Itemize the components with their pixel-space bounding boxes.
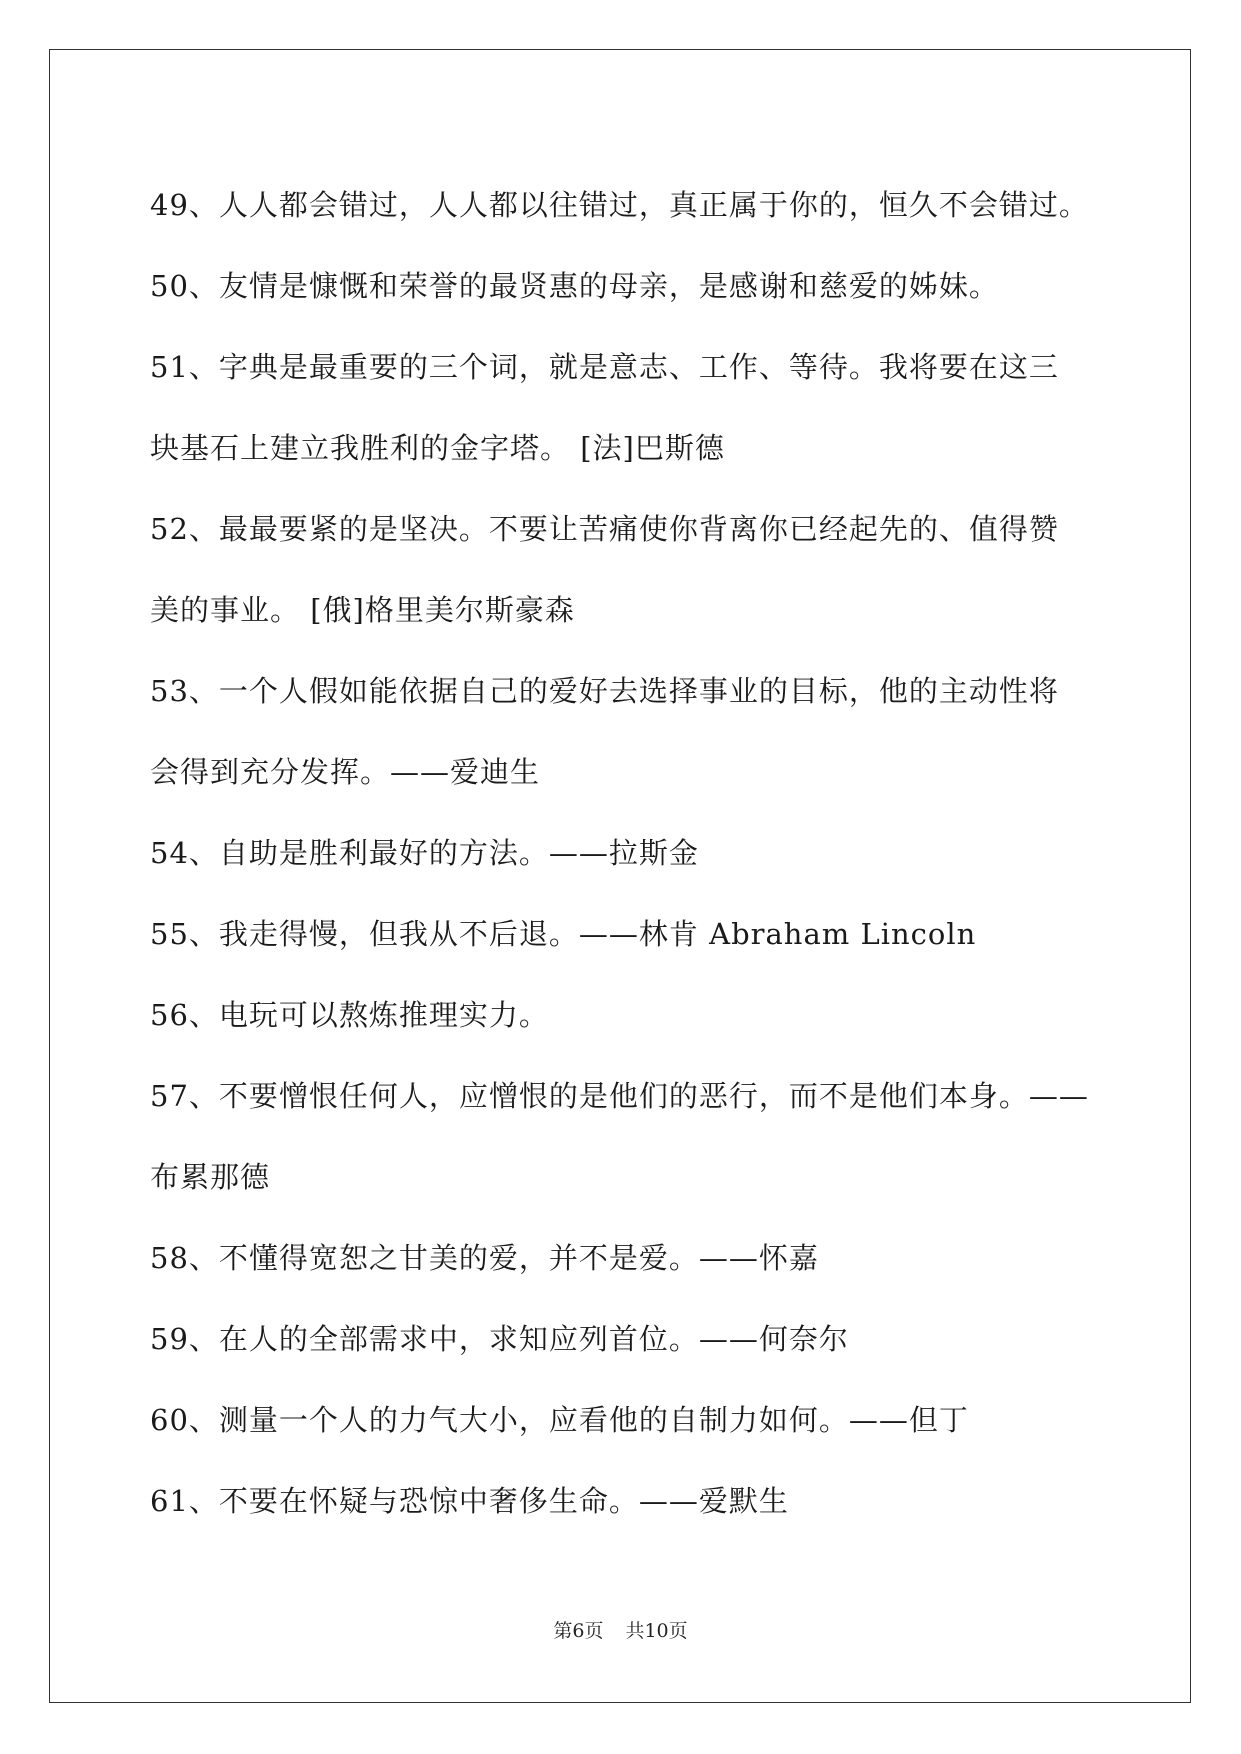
text-line: 59、在人的全部需求中，求知应列首位。——何奈尔 — [150, 1322, 849, 1356]
page-number-current: 第6页 — [553, 1620, 604, 1642]
page-number-total: 共10页 — [625, 1620, 688, 1642]
text-line: 53、一个人假如能依据自己的爱好去选择事业的目标，他的主动性将 — [150, 674, 1059, 708]
text-line: 49、人人都会错过，人人都以往错过，真正属于你的，恒久不会错过。 — [150, 188, 1089, 222]
text-line: 56、电玩可以熬炼推理实力。 — [150, 998, 549, 1032]
document-body — [150, 165, 1110, 1542]
text-line: 54、自助是胜利最好的方法。——拉斯金 — [150, 836, 699, 870]
text-line: 美的事业。 [俄]格里美尔斯豪森 — [150, 593, 575, 627]
text-line: 60、测量一个人的力气大小，应看他的自制力如何。——但丁 — [150, 1403, 969, 1437]
text-line: 58、不懂得宽恕之甘美的爱，并不是爱。——怀嘉 — [150, 1241, 819, 1275]
text-line: 61、不要在怀疑与恐惊中奢侈生命。——爱默生 — [150, 1484, 789, 1518]
text-line: 57、不要憎恨任何人，应憎恨的是他们的恶行，而不是他们本身。—— — [150, 1079, 1089, 1113]
text-line: 51、字典是最重要的三个词，就是意志、工作、等待。我将要在这三 — [150, 350, 1059, 384]
text-line: 布累那德 — [150, 1160, 271, 1194]
text-line: 50、友情是慷慨和荣誉的最贤惠的母亲，是感谢和慈爱的姊妹。 — [150, 269, 999, 303]
text-line: 块基石上建立我胜利的金字塔。 [法]巴斯德 — [150, 431, 725, 465]
text-line: 会得到充分发挥。——爱迪生 — [150, 755, 541, 789]
text-line: 55、我走得慢，但我从不后退。——林肯 Abraham Lincoln — [150, 917, 977, 951]
page-footer — [0, 1616, 1241, 1643]
text-line: 52、最最要紧的是坚决。不要让苦痛使你背离你已经起先的、值得赞 — [150, 512, 1059, 546]
